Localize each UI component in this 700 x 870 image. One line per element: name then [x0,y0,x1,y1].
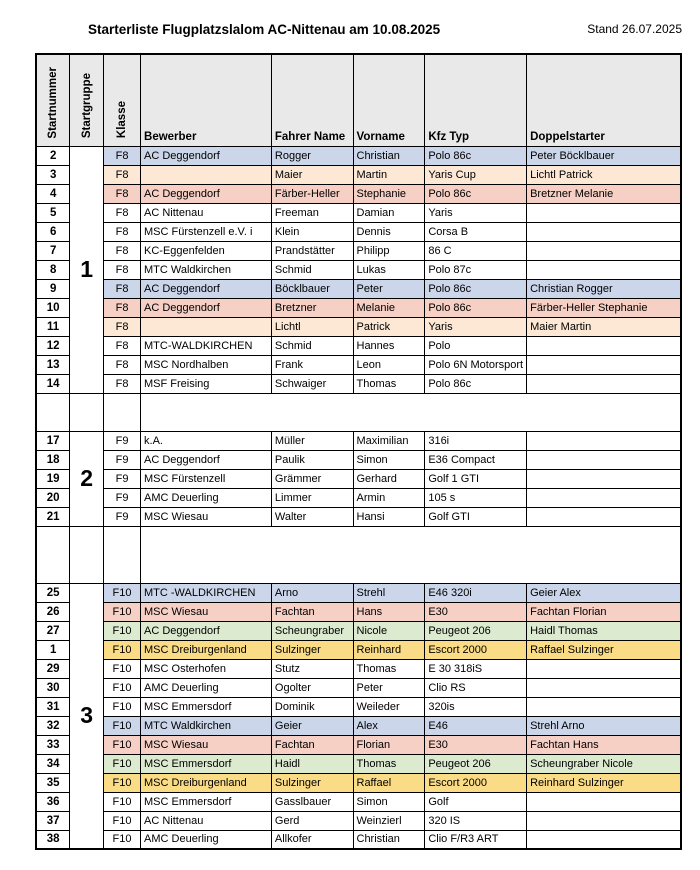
table-row [36,583,681,602]
startnummer-cell: 32 [36,716,70,735]
vorname-cell: Reinhard [353,640,425,659]
kfz-typ-cell: Polo 87c [425,260,527,279]
doppelstarter-cell: Peter Böcklbauer [527,146,681,165]
table-row [36,469,681,488]
kfz-typ-cell: Clio RS [425,678,527,697]
separator-cell [36,526,70,583]
fahrer-name-cell: Böcklbauer [271,279,353,298]
startnummer-cell: 29 [36,659,70,678]
header-doppelstarter: Doppelstarter [527,54,681,146]
vorname-cell: Leon [353,355,425,374]
startnummer-cell: 26 [36,602,70,621]
separator-cell [104,526,141,583]
bewerber-cell: AMC Deuerling [141,488,272,507]
startgruppe-group-cell: 3 [70,583,104,849]
table-row [36,697,681,716]
table-row [36,431,681,450]
bewerber-cell: MTC Waldkirchen [141,260,272,279]
fahrer-name-cell: Gerd [271,811,353,830]
kfz-typ-cell: Clio F/R3 ART [425,830,527,849]
starter-table [35,53,682,850]
fahrer-name-cell: Haidl [271,754,353,773]
vorname-cell: Christian [353,830,425,849]
doppelstarter-cell: Strehl Arno [527,716,681,735]
table-row [36,260,681,279]
fahrer-name-cell: Schmid [271,260,353,279]
doppelstarter-cell [527,659,681,678]
startnummer-cell: 5 [36,203,70,222]
kfz-typ-cell: Peugeot 206 [425,621,527,640]
fahrer-name-cell: Ogolter [271,678,353,697]
klasse-cell: F9 [104,488,141,507]
startnummer-cell: 33 [36,735,70,754]
vorname-cell: Hans [353,602,425,621]
klasse-cell: F10 [104,716,141,735]
doppelstarter-cell [527,355,681,374]
bewerber-cell: AC Deggendorf [141,450,272,469]
table-row [36,640,681,659]
kfz-typ-cell: 320 IS [425,811,527,830]
vorname-cell: Dennis [353,222,425,241]
bewerber-cell: AC Deggendorf [141,146,272,165]
stand-date: Stand 26.07.2025 [587,22,682,36]
doppelstarter-cell [527,697,681,716]
klasse-cell: F10 [104,678,141,697]
table-row [36,811,681,830]
kfz-typ-cell: Polo 86c [425,374,527,393]
kfz-typ-cell: Golf GTI [425,507,527,526]
klasse-cell: F8 [104,184,141,203]
klasse-cell: F8 [104,279,141,298]
klasse-cell: F8 [104,165,141,184]
fahrer-name-cell: Schwaiger [271,374,353,393]
table-row [36,374,681,393]
klasse-cell: F10 [104,697,141,716]
separator-cell [141,393,681,431]
bewerber-cell [141,165,272,184]
vorname-cell: Hansi [353,507,425,526]
table-row [36,621,681,640]
separator-cell [141,526,681,583]
table-row [36,336,681,355]
vorname-cell: Stephanie [353,184,425,203]
startnummer-cell: 8 [36,260,70,279]
header-startnummer [36,54,70,146]
fahrer-name-cell: Stutz [271,659,353,678]
bewerber-cell: MSC Emmersdorf [141,754,272,773]
startnummer-cell: 38 [36,830,70,849]
bewerber-cell: MSC Fürstenzell [141,469,272,488]
header-startnummer-label: Startnummer [47,66,60,139]
vorname-cell: Patrick [353,317,425,336]
kfz-typ-cell: E30 [425,735,527,754]
table-row [36,165,681,184]
startnummer-cell: 11 [36,317,70,336]
fahrer-name-cell: Prandstätter [271,241,353,260]
vorname-cell: Peter [353,678,425,697]
klasse-cell: F10 [104,735,141,754]
klasse-cell: F10 [104,640,141,659]
bewerber-cell: MSC Osterhofen [141,659,272,678]
klasse-cell: F10 [104,811,141,830]
klasse-cell: F10 [104,583,141,602]
doppelstarter-cell [527,222,681,241]
fahrer-name-cell: Klein [271,222,353,241]
doppelstarter-cell [527,507,681,526]
doppelstarter-cell [527,260,681,279]
fahrer-name-cell: Müller [271,431,353,450]
fahrer-name-cell: Gasslbauer [271,792,353,811]
header-kfz-typ: Kfz Typ [425,54,527,146]
table-row [36,830,681,849]
vorname-cell: Florian [353,735,425,754]
table-row [36,203,681,222]
doppelstarter-cell [527,241,681,260]
vorname-cell: Peter [353,279,425,298]
title-bar [18,22,682,37]
table-row [36,279,681,298]
bewerber-cell: AC Nittenau [141,203,272,222]
table-row [36,184,681,203]
header-bewerber: Bewerber [141,54,272,146]
fahrer-name-cell: Rogger [271,146,353,165]
doppelstarter-cell: Färber-Heller Stephanie [527,298,681,317]
fahrer-name-cell: Dominik [271,697,353,716]
startnummer-cell: 37 [36,811,70,830]
table-row [36,488,681,507]
bewerber-cell: MTC-WALDKIRCHEN [141,336,272,355]
doppelstarter-cell [527,336,681,355]
klasse-cell: F9 [104,469,141,488]
klasse-cell: F8 [104,241,141,260]
vorname-cell: Nicole [353,621,425,640]
kfz-typ-cell: 320is [425,697,527,716]
startnummer-cell: 9 [36,279,70,298]
table-row [36,792,681,811]
fahrer-name-cell: Scheungraber [271,621,353,640]
header-startgruppe [70,54,104,146]
doppelstarter-cell [527,450,681,469]
doppelstarter-cell: Fachtan Florian [527,602,681,621]
bewerber-cell: AC Deggendorf [141,621,272,640]
bewerber-cell: AC Deggendorf [141,184,272,203]
doppelstarter-cell: Fachtan Hans [527,735,681,754]
table-row [36,602,681,621]
klasse-cell: F8 [104,298,141,317]
fahrer-name-cell: Maier [271,165,353,184]
vorname-cell: Simon [353,792,425,811]
vorname-cell: Weileder [353,697,425,716]
klasse-cell: F10 [104,659,141,678]
vorname-cell: Martin [353,165,425,184]
doppelstarter-cell [527,374,681,393]
kfz-typ-cell: Polo 86c [425,184,527,203]
table-body [36,146,681,849]
klasse-cell: F9 [104,450,141,469]
kfz-typ-cell: 86 C [425,241,527,260]
header-row [36,54,681,146]
kfz-typ-cell: Yaris [425,203,527,222]
vorname-cell: Raffael [353,773,425,792]
bewerber-cell: MSC Wiesau [141,507,272,526]
table-row [36,735,681,754]
fahrer-name-cell: Lichtl [271,317,353,336]
table-header [36,54,681,146]
startnummer-cell: 10 [36,298,70,317]
table-row [36,773,681,792]
fahrer-name-cell: Färber-Heller [271,184,353,203]
table-row [36,222,681,241]
table-row [36,298,681,317]
startnummer-cell: 30 [36,678,70,697]
klasse-cell: F8 [104,260,141,279]
kfz-typ-cell: Golf [425,792,527,811]
fahrer-name-cell: Schmid [271,336,353,355]
doppelstarter-cell: Haidl Thomas [527,621,681,640]
fahrer-name-cell: Sulzinger [271,773,353,792]
kfz-typ-cell: Escort 2000 [425,640,527,659]
bewerber-cell: k.A. [141,431,272,450]
kfz-typ-cell: E30 [425,602,527,621]
startnummer-cell: 3 [36,165,70,184]
table-row [36,754,681,773]
startnummer-cell: 7 [36,241,70,260]
klasse-cell: F9 [104,507,141,526]
kfz-typ-cell: Corsa B [425,222,527,241]
bewerber-cell: MSC Wiesau [141,602,272,621]
kfz-typ-cell: Yaris [425,317,527,336]
startnummer-cell: 20 [36,488,70,507]
startnummer-cell: 19 [36,469,70,488]
kfz-typ-cell: Polo 86c [425,146,527,165]
fahrer-name-cell: Grämmer [271,469,353,488]
group-separator [36,393,681,431]
doppelstarter-cell [527,431,681,450]
doppelstarter-cell [527,811,681,830]
klasse-cell: F8 [104,355,141,374]
vorname-cell: Alex [353,716,425,735]
bewerber-cell: MSC Wiesau [141,735,272,754]
header-fahrer-name: Fahrer Name [271,54,353,146]
vorname-cell: Thomas [353,374,425,393]
vorname-cell: Melanie [353,298,425,317]
startnummer-cell: 12 [36,336,70,355]
startnummer-cell: 27 [36,621,70,640]
bewerber-cell: AC Deggendorf [141,298,272,317]
startnummer-cell: 25 [36,583,70,602]
vorname-cell: Hannes [353,336,425,355]
table-row [36,450,681,469]
fahrer-name-cell: Geier [271,716,353,735]
klasse-cell: F8 [104,203,141,222]
fahrer-name-cell: Freeman [271,203,353,222]
klasse-cell: F10 [104,773,141,792]
klasse-cell: F10 [104,621,141,640]
table-row [36,317,681,336]
bewerber-cell: AC Nittenau [141,811,272,830]
doppelstarter-cell: Geier Alex [527,583,681,602]
fahrer-name-cell: Limmer [271,488,353,507]
bewerber-cell: MSF Freising [141,374,272,393]
startnummer-cell: 35 [36,773,70,792]
bewerber-cell: MTC -WALDKIRCHEN [141,583,272,602]
kfz-typ-cell: Peugeot 206 [425,754,527,773]
kfz-typ-cell: Polo 86c [425,279,527,298]
vorname-cell: Strehl [353,583,425,602]
klasse-cell: F9 [104,431,141,450]
klasse-cell: F8 [104,374,141,393]
separator-cell [70,526,104,583]
doppelstarter-cell: Christian Rogger [527,279,681,298]
doppelstarter-cell: Lichtl Patrick [527,165,681,184]
startnummer-cell: 1 [36,640,70,659]
table-row [36,678,681,697]
bewerber-cell: MSC Dreiburgenland [141,773,272,792]
table-row [36,507,681,526]
klasse-cell: F10 [104,792,141,811]
header-startgruppe-label: Startgruppe [80,73,93,139]
fahrer-name-cell: Sulzinger [271,640,353,659]
kfz-typ-cell: E36 Compact [425,450,527,469]
bewerber-cell: MSC Emmersdorf [141,697,272,716]
doppelstarter-cell [527,203,681,222]
fahrer-name-cell: Frank [271,355,353,374]
bewerber-cell: MTC Waldkirchen [141,716,272,735]
bewerber-cell [141,317,272,336]
startnummer-cell: 36 [36,792,70,811]
startnummer-cell: 21 [36,507,70,526]
separator-cell [36,393,70,431]
separator-cell [104,393,141,431]
doppelstarter-cell [527,678,681,697]
startgruppe-group-cell: 1 [70,146,104,393]
kfz-typ-cell: Polo [425,336,527,355]
kfz-typ-cell: E 30 318iS [425,659,527,678]
fahrer-name-cell: Walter [271,507,353,526]
doppelstarter-cell: Reinhard Sulzinger [527,773,681,792]
klasse-cell: F10 [104,830,141,849]
startnummer-cell: 4 [36,184,70,203]
fahrer-name-cell: Fachtan [271,602,353,621]
klasse-cell: F8 [104,336,141,355]
doppelstarter-cell [527,469,681,488]
fahrer-name-cell: Bretzner [271,298,353,317]
startnummer-cell: 2 [36,146,70,165]
fahrer-name-cell: Paulik [271,450,353,469]
table-row [36,146,681,165]
table-row [36,241,681,260]
klasse-cell: F8 [104,222,141,241]
bewerber-cell: AMC Deuerling [141,830,272,849]
vorname-cell: Armin [353,488,425,507]
vorname-cell: Thomas [353,754,425,773]
startnummer-cell: 34 [36,754,70,773]
header-vorname: Vorname [353,54,425,146]
header-klasse-label: Klasse [116,101,129,139]
kfz-typ-cell: 105 s [425,488,527,507]
bewerber-cell: KC-Eggenfelden [141,241,272,260]
bewerber-cell: MSC Fürstenzell e.V. i [141,222,272,241]
vorname-cell: Simon [353,450,425,469]
vorname-cell: Lukas [353,260,425,279]
doppelstarter-cell: Scheungraber Nicole [527,754,681,773]
doppelstarter-cell: Maier Martin [527,317,681,336]
fahrer-name-cell: Arno [271,583,353,602]
vorname-cell: Christian [353,146,425,165]
page-title: Starterliste Flugplatzslalom AC-Nittenau am 10.08.2025 [88,22,441,37]
bewerber-cell: AC Deggendorf [141,279,272,298]
kfz-typ-cell: Golf 1 GTI [425,469,527,488]
bewerber-cell: AMC Deuerling [141,678,272,697]
kfz-typ-cell: Polo 86c [425,298,527,317]
startnummer-cell: 31 [36,697,70,716]
kfz-typ-cell: Escort 2000 [425,773,527,792]
fahrer-name-cell: Fachtan [271,735,353,754]
klasse-cell: F10 [104,754,141,773]
vorname-cell: Gerhard [353,469,425,488]
doppelstarter-cell [527,488,681,507]
startnummer-cell: 13 [36,355,70,374]
kfz-typ-cell: Yaris Cup [425,165,527,184]
kfz-typ-cell: Polo 6N Motorsport [425,355,527,374]
group-separator [36,526,681,583]
kfz-typ-cell: E46 [425,716,527,735]
vorname-cell: Damian [353,203,425,222]
vorname-cell: Weinzierl [353,811,425,830]
table-row [36,355,681,374]
separator-cell [70,393,104,431]
header-klasse [104,54,141,146]
doppelstarter-cell: Bretzner Melanie [527,184,681,203]
bewerber-cell: MSC Emmersdorf [141,792,272,811]
bewerber-cell: MSC Nordhalben [141,355,272,374]
vorname-cell: Philipp [353,241,425,260]
doppelstarter-cell: Raffael Sulzinger [527,640,681,659]
doppelstarter-cell [527,792,681,811]
startgruppe-group-cell: 2 [70,431,104,526]
fahrer-name-cell: Allkofer [271,830,353,849]
startnummer-cell: 18 [36,450,70,469]
startnummer-cell: 6 [36,222,70,241]
kfz-typ-cell: E46 320i [425,583,527,602]
table-row [36,716,681,735]
kfz-typ-cell: 316i [425,431,527,450]
startnummer-cell: 14 [36,374,70,393]
doppelstarter-cell [527,830,681,849]
startnummer-cell: 17 [36,431,70,450]
bewerber-cell: MSC Dreiburgenland [141,640,272,659]
vorname-cell: Thomas [353,659,425,678]
klasse-cell: F10 [104,602,141,621]
klasse-cell: F8 [104,317,141,336]
table-row [36,659,681,678]
vorname-cell: Maximilian [353,431,425,450]
klasse-cell: F8 [104,146,141,165]
